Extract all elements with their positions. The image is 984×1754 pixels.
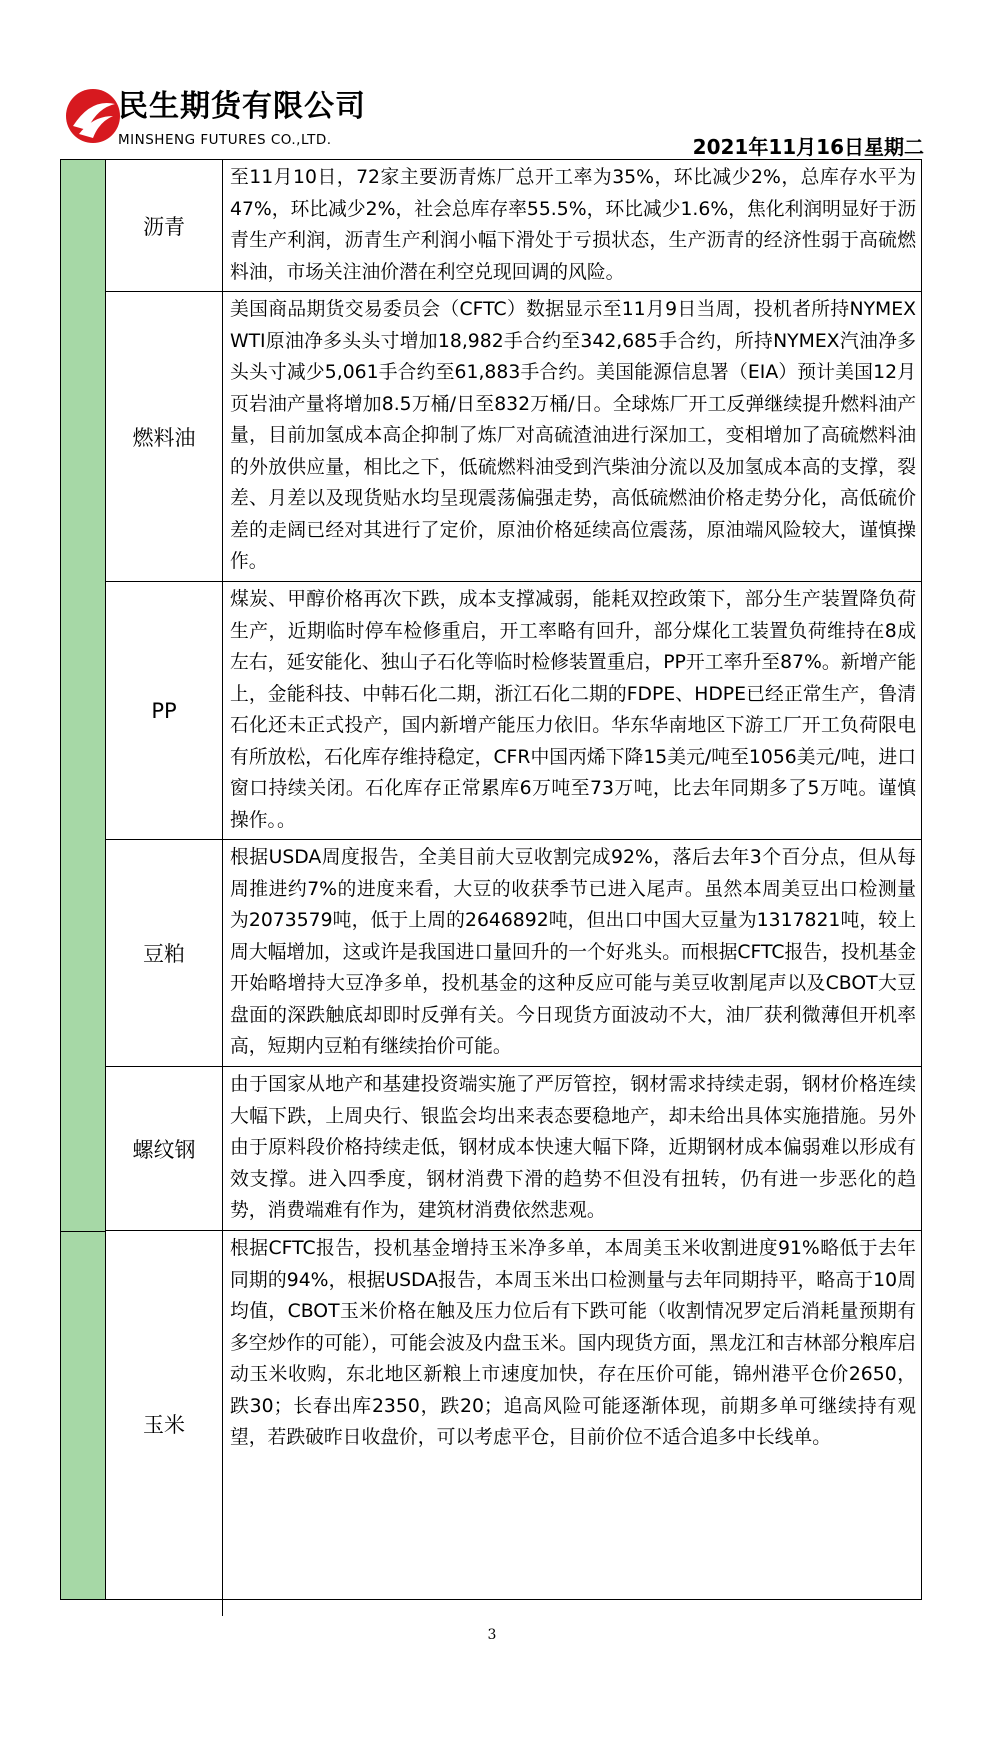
table-row	[106, 840, 921, 1067]
table-row	[106, 1067, 921, 1231]
row-text: 根据USDA周度报告，全美目前大豆收割完成92%，落后去年3个百分点，但从每周推进约7%的进度来看，大豆的收获季节已进入尾声。虽然本周美豆出口检测量为2073579吨，低于上周的2646892吨，但出口中国大豆量为1317821吨，较上周大幅增加，这或许是我国进口量回升的一个好兆头。而根据CFTC报告，投机基金开始略增持大豆净多单，投机基金的这种反应可能与美豆收割尾声以及CBOT大豆盘面的深跌触底却即时反弹有关。今日现货方面波动不大，油厂获利微薄但开机率高，短期内豆粕有继续抬价可能。	[230, 847, 916, 1057]
category-column	[61, 160, 106, 1599]
company-name-en: MINSHENG FUTURES CO.,LTD.	[118, 132, 332, 148]
row-label: PP	[106, 582, 223, 839]
page-header	[0, 0, 984, 162]
page-number: 3	[487, 1627, 497, 1643]
table-row	[106, 1231, 921, 1616]
table-row	[106, 292, 921, 582]
row-text: 由于国家从地产和基建投资端实施了严厉管控，钢材需求持续走弱，钢材价格连续大幅下跌，上周央行、银监会均出来表态要稳地产，却未给出具体实施措施。另外由于原料段价格持续走低，钢材成本快速大幅下降，近期钢材成本偏弱难以形成有效支撑。进入四季度，钢材消费下滑的趋势不但没有扭转，仍有进一步恶化的趋势，消费端难有作为，建筑材消费依然悲观。	[230, 1074, 916, 1221]
row-label: 燃料油	[106, 292, 223, 581]
row-label: 沥青	[106, 160, 223, 291]
row-label: 螺纹钢	[106, 1067, 223, 1230]
row-text: 美国商品期货交易委员会（CFTC）数据显示至11月9日当周，投机者所持NYMEX WTI原油净多头头寸增加18,982手合约至342,685手合约，所持NYMEX汽油净多头头寸减少5,061手合约至61,883手合约。美国能源信息署（EIA）预计美国12月页岩油产量将增加8.5万桶/日至832万桶/日。全球炼厂开工反弹继续提升燃料油产量，目前加氢成本高企抑制了炼厂对高硫渣油进行深加工，变相增加了高硫燃料油的外放供应量，相比之下，低硫燃料油受到汽柴油分流以及加氢成本高的支撑，裂差、月差以及现货贴水均呈现震荡偏强走势，高低硫燃油价格走势分化，高低硫价差的走阔已经对其进行了定价，原油价格延续高位震荡，原油端风险较大，谨慎操作。	[230, 299, 916, 572]
table-row	[106, 582, 921, 840]
row-text: 根据CFTC报告，投机基金增持玉米净多单，本周美玉米收割进度91%略低于去年同期的94%，根据USDA报告，本周玉米出口检测量与去年同期持平，略高于10周均值，CBOT玉米价格在触及压力位后有下跌可能（收割情况罗定后消耗量预期有多空炒作的可能），可能会波及内盘玉米。国内现货方面，黑龙江和吉林部分粮库启动玉米收购，东北地区新粮上市速度加快，存在压价可能，锦州港平仓价2650，跌30；长春出库2350，跌20；追高风险可能逐渐体现，前期多单可继续持有观望，若跌破昨日收盘价，可以考虑平仓，目前价位不适合追多中长线单。	[230, 1238, 916, 1448]
row-text: 煤炭、甲醇价格再次下跌，成本支撑减弱，能耗双控政策下，部分生产装置降负荷生产，近期临时停车检修重启，开工率略有回升，部分煤化工装置负荷维持在8成左右，延安能化、独山子石化等临时检修装置重启，PP开工率升至87%。新增产能上，金能科技、中韩石化二期，浙江石化二期的FDPE、HDPE已经正常生产，鲁清石化还未正式投产，国内新增产能压力依旧。华东华南地区下游工厂开工负荷限电有所放松，石化库存维持稳定，CFR中国丙烯下降15美元/吨至1056美元/吨，进口窗口持续关闭。石化库存正常累库6万吨至73万吨，比去年同期多了5万吨。谨慎操作。。	[230, 589, 916, 831]
category-divider	[61, 1231, 105, 1232]
row-label: 玉米	[106, 1231, 223, 1616]
row-label: 豆粕	[106, 840, 223, 1066]
commodity-commentary-table	[60, 159, 922, 1600]
minsheng-logo-icon	[63, 86, 123, 146]
company-name-cn: 民生期货有限公司	[118, 89, 366, 124]
report-date: 2021年11月16日星期二	[692, 135, 924, 159]
row-text: 至11月10日，72家主要沥青炼厂总开工率为35%，环比减少2%，总库存水平为47%，环比减少2%，社会总库存率55.5%，环比减少1.6%，焦化利润明显好于沥青生产利润，沥青生产利润小幅下滑处于亏损状态，生产沥青的经济性弱于高硫燃料油，市场关注油价潜在利空兑现回调的风险。	[230, 167, 917, 283]
table-row	[106, 160, 921, 292]
